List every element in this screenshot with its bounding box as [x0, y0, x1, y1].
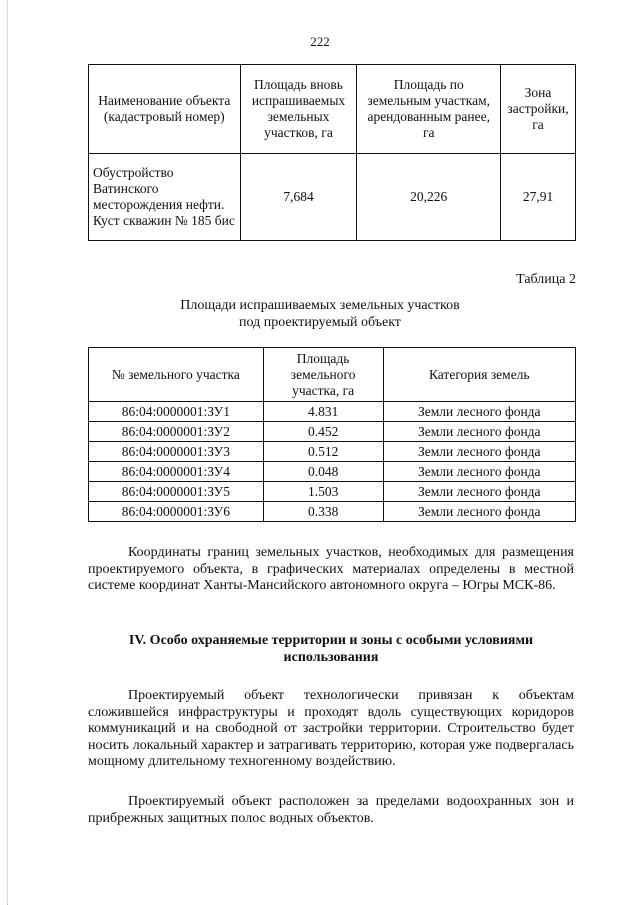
plot-area-cell: 0.048	[263, 462, 383, 482]
header-cell: Зона застройки, га	[501, 65, 576, 154]
land-category-cell: Земли лесного фонда	[383, 422, 575, 442]
table-title-line: Площади испрашиваемых земельных участков	[180, 298, 460, 313]
body-paragraph: Проектируемый объект технологически привязан к объектам сложившейся инфраструктуры и проходят вдоль существующих коридоров коммуникаций и на свободной от застройки территории. Строительство будет носить локальный характер и затрагивать территорию, которая уже подвергалась мощному длительному техногенному воздействию.	[88, 688, 574, 769]
table-header-row	[89, 348, 576, 402]
header-cell: Площадь земельного участка, га	[263, 348, 383, 402]
land-category-cell: Земли лесного фонда	[383, 442, 575, 462]
object-area-table	[88, 64, 576, 241]
plot-id-cell: 86:04:0000001:ЗУ6	[89, 502, 264, 522]
table-row	[89, 422, 576, 442]
object-name-cell: Обустройство Ватинского месторождения нефти. Куст скважин № 185 бис	[89, 154, 241, 241]
header-cell: Площадь по земельным участкам, арендованным ранее, га	[357, 65, 501, 154]
plot-area-cell: 0.452	[263, 422, 383, 442]
plot-area-cell: 0.512	[263, 442, 383, 462]
header-cell: № земельного участка	[89, 348, 264, 402]
plot-id-cell: 86:04:0000001:ЗУ2	[89, 422, 264, 442]
land-category-cell: Земли лесного фонда	[383, 462, 575, 482]
table-title	[0, 297, 640, 331]
body-paragraph: Проектируемый объект расположен за пределами водоохранных зон и прибрежных защитных полос водных объектов.	[88, 794, 574, 826]
table-header-row	[89, 65, 576, 154]
coordinates-paragraph: Координаты границ земельных участков, необходимых для размещения проектируемого объекта, в графических материалах определены в местной системе координат Ханты-Мансийского автономного округа – Югры МСК-86.	[88, 545, 574, 593]
table-row	[89, 154, 576, 241]
page-number: 222	[310, 34, 330, 49]
table-row	[89, 442, 576, 462]
zone-cell: 27,91	[501, 154, 576, 241]
header-cell: Категория земель	[383, 348, 575, 402]
header-cell: Площадь вновь испрашиваемых земельных участков, га	[240, 65, 357, 154]
table-row	[89, 502, 576, 522]
plot-id-cell: 86:04:0000001:ЗУ5	[89, 482, 264, 502]
leased-area-cell: 20,226	[357, 154, 501, 241]
plot-id-cell: 86:04:0000001:ЗУ4	[89, 462, 264, 482]
table-row	[89, 462, 576, 482]
plot-id-cell: 86:04:0000001:ЗУ1	[89, 402, 264, 422]
land-plots-table	[88, 347, 576, 522]
plot-id-cell: 86:04:0000001:ЗУ3	[89, 442, 264, 462]
new-area-cell: 7,684	[240, 154, 357, 241]
section-heading: IV. Особо охраняемые территории и зоны с особыми условиями использования	[128, 633, 534, 665]
plot-area-cell: 1.503	[263, 482, 383, 502]
land-category-cell: Земли лесного фонда	[383, 482, 575, 502]
table-label: Таблица 2	[516, 272, 576, 287]
scan-margin-line	[7, 0, 8, 905]
land-category-cell: Земли лесного фонда	[383, 502, 575, 522]
table-row	[89, 482, 576, 502]
table-row	[89, 402, 576, 422]
header-cell: Наименование объекта (кадастровый номер)	[89, 65, 241, 154]
plot-area-cell: 4.831	[263, 402, 383, 422]
table-title-line: под проектируемый объект	[239, 315, 401, 330]
plot-area-cell: 0.338	[263, 502, 383, 522]
land-category-cell: Земли лесного фонда	[383, 402, 575, 422]
